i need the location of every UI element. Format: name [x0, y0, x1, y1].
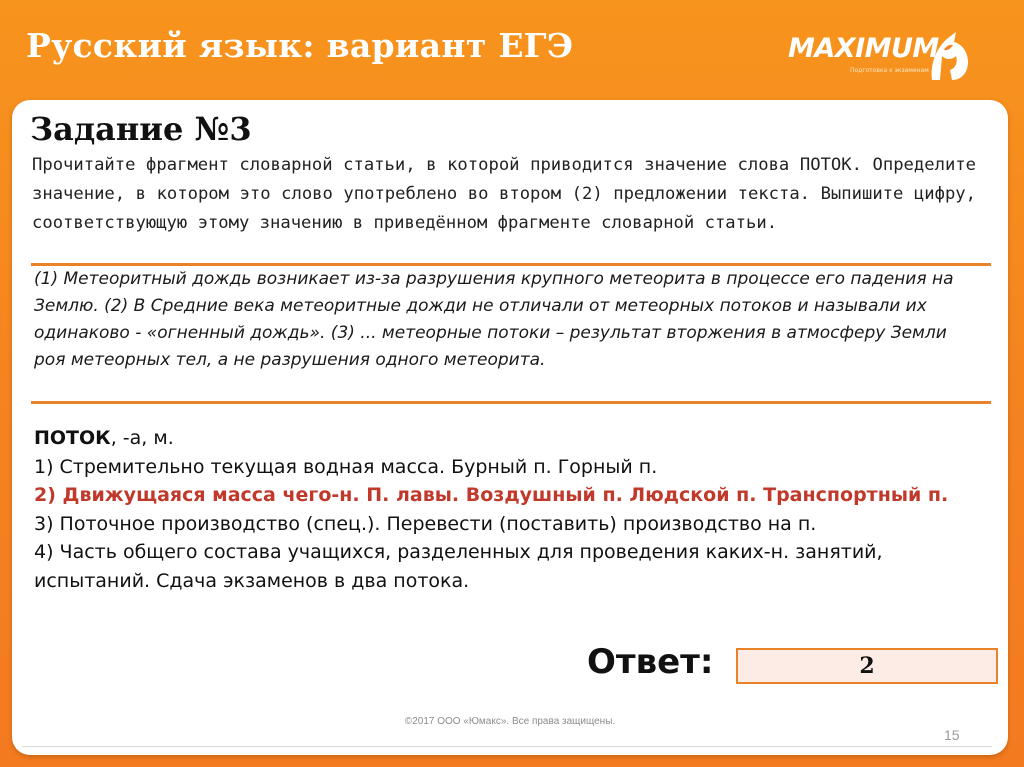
meaning-1: 1) Стремительно текущая водная масса. Бурный п. Горный п.	[34, 455, 658, 478]
answer-label: Ответ:	[587, 642, 714, 682]
answer-box: 2	[736, 648, 998, 684]
entry-headword: ПОТОК	[34, 427, 111, 449]
text-fragment: (1) Метеоритный дождь возникает из-за разрушения крупного метеорита в процессе его падения на Землю. (2) В Средние века метеоритные дожди не отличали от метеорных потоков и называли их одинаково - «огненный дождь». (3) ... метеорные потоки – результат вторжения в атмосферу Земли роя метеорных тел, а не разрушения одного метеорита.	[34, 269, 954, 370]
maximum-logo	[788, 30, 978, 84]
meaning-2-highlighted: 2) Движущаяся масса чего-н. П. лавы. Воздушный п. Людской п. Транспортный п.	[34, 484, 949, 506]
page-number: 15	[944, 727, 960, 743]
content-panel	[12, 100, 1008, 755]
divider-bottom	[31, 401, 991, 404]
slide-title: Русский язык: вариант ЕГЭ	[26, 26, 574, 65]
meaning-3: 3) Поточное производство (спец.). Перевести (поставить) производство на п.	[34, 512, 817, 535]
dictionary-entry	[34, 424, 984, 595]
entry-headline	[34, 424, 984, 453]
meaning-4: 4) Часть общего состава учащихся, разделенных для проведения каких-н. занятий, испытаний. Сдача экзаменов в два потока.	[34, 541, 883, 592]
logo-text: MAXIMUM	[788, 33, 939, 64]
fox-head-icon	[926, 30, 972, 82]
entry-grammar: , -а, м.	[110, 427, 174, 449]
copyright-text: ©2017 ООО «Юмакс». Все права защищены.	[404, 716, 616, 727]
logo-subtitle: Подготовка к экзаменам	[850, 67, 929, 74]
task-heading: Задание №3	[30, 110, 252, 148]
task-instruction: Прочитайте фрагмент словарной статьи, в которой приводится значение слова ПОТОК. Определите значение, в котором это слово употреблено во втором (2) предложении текста. Выпишите цифру, соответствующую этому значению в приведённом фрагменте словарной статьи.	[32, 155, 976, 233]
footer-divider	[22, 746, 992, 747]
